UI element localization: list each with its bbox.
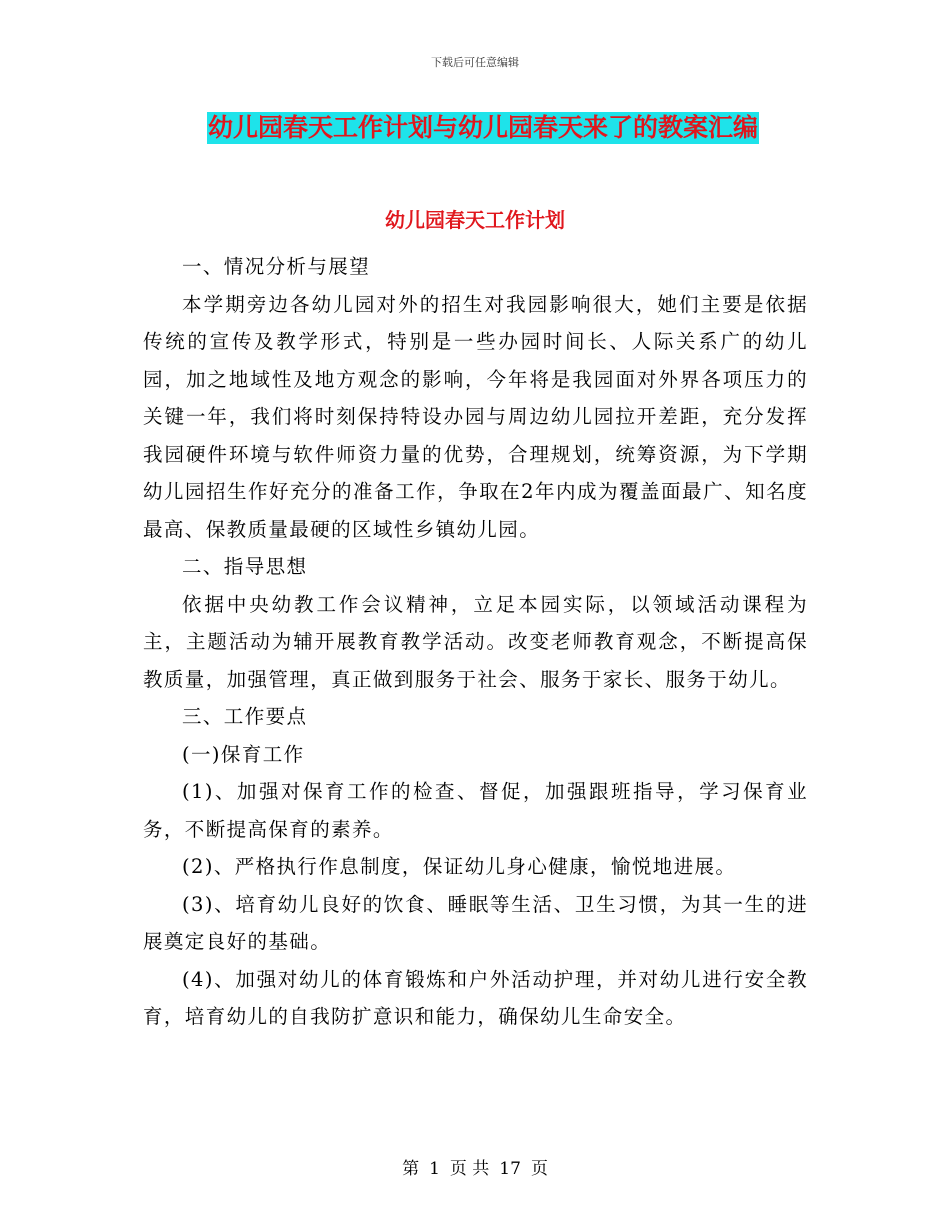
paragraph-guiding-thought: 依据中央幼教工作会议精神，立足本园实际，以领域活动课程为主，主题活动为辅开展教育教学活动。改变老师教育观念，不断提高保教质量，加强管理，真正做到服务于社会、服务于家长、服务于幼儿。 <box>143 592 808 691</box>
footer-suffix: 页 <box>530 1159 548 1179</box>
heading-guiding-thought: 二、指导思想 <box>182 555 308 578</box>
current-page-number: 1 <box>429 1159 440 1179</box>
paragraph-situation: 本学期旁边各幼儿园对外的招生对我园影响很大，她们主要是依据传统的宣传及教学形式，特别是一些办园时间长、人际关系广的幼儿园，加之地域性及地方观念的影响，今年将是我园面对外界各项压力的关键一年，我们将时刻保持特设办园与周边幼儿园拉开差距，充分发挥我园硬件环境与软件师资力量的优势，合理规划，统筹资源，为下学期幼儿园招生作好充分的准备工作，争取在2年内成为覆盖面最广、知名度最高、保教质量最硬的区域性乡镇幼儿园。 <box>143 292 808 541</box>
document-body <box>143 248 808 1036</box>
list-item: (2)、严格执行作息制度，保证幼儿身心健康，愉悦地进展。 <box>182 855 737 878</box>
heading-work-points: 三、工作要点 <box>182 705 308 728</box>
footer-middle: 页 共 <box>449 1159 490 1179</box>
list-item: (4)、加强对幼儿的体育锻炼和户外活动护理，并对幼儿进行安全教育，培育幼儿的自我防扩意识和能力，确保幼儿生命安全。 <box>143 967 808 1028</box>
heading-situation-analysis: 一、情况分析与展望 <box>182 255 371 278</box>
footer-prefix: 第 <box>402 1159 420 1179</box>
list-item: (1)、加强对保育工作的检查、督促，加强跟班指导，学习保育业务，不断提高保育的素养。 <box>143 780 808 841</box>
document-title: 幼儿园春天工作计划与幼儿园春天来了的教案汇编 <box>208 113 759 142</box>
list-item: (3)、培育幼儿良好的饮食、睡眠等生活、卫生习惯，为其一生的进展奠定良好的基础。 <box>143 892 808 953</box>
total-page-count: 17 <box>499 1159 521 1179</box>
subheading-care-work: (一)保育工作 <box>182 742 305 766</box>
page-number-footer <box>0 1154 950 1179</box>
section-title: 幼儿园春天工作计划 <box>385 208 565 232</box>
header-note: 下载后可任意编辑 <box>431 56 519 69</box>
